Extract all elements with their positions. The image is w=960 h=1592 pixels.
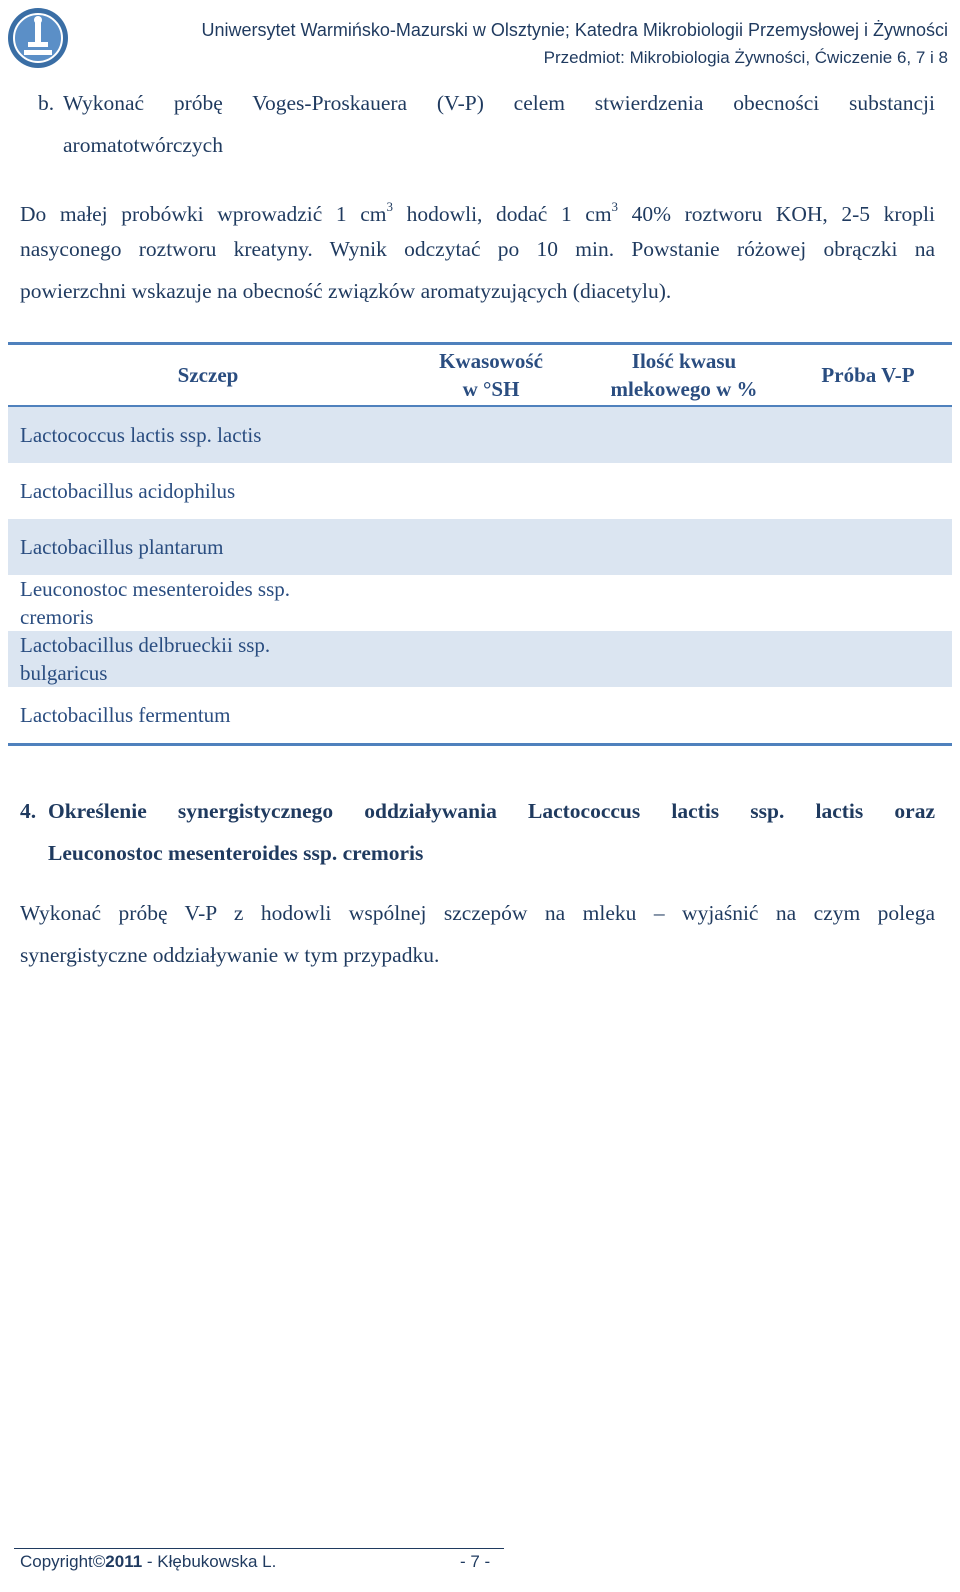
table-row (8, 575, 952, 631)
copyright-year: 2011 (105, 1552, 143, 1571)
procedure-line3: powierzchni wskazuje na obecność związków aromatyzujących (diacetylu). (20, 279, 672, 303)
header-vp-test: Próba V-P (821, 363, 915, 387)
table-row (8, 463, 952, 519)
section4-title-line2: Leuconostoc mesenteroides ssp. cremoris (48, 841, 424, 865)
table-row (8, 687, 952, 743)
footer-copyright (20, 1552, 276, 1572)
table-row (8, 631, 952, 687)
copyright-author: - Kłębukowska L. (142, 1552, 277, 1571)
step-b-text-line2: aromatotwórczych (63, 133, 223, 157)
strain-name: Lactobacillus fermentum (20, 703, 231, 727)
table-header (8, 345, 952, 407)
header-acidity-line1: Kwasowość (439, 349, 543, 373)
university-logo-icon (6, 6, 70, 70)
page-header (0, 0, 960, 80)
strain-name: Lactococcus lactis ssp. lactis (20, 423, 262, 447)
strain-name-line2: bulgaricus (20, 661, 108, 685)
section4-title-line1: Określenie synergistycznego oddziaływania Lactococcus lactis ssp. lactis oraz (48, 799, 935, 823)
footer-divider (14, 1548, 504, 1549)
header-lactic-line1: Ilość kwasu (631, 349, 737, 373)
header-lactic-acid (584, 345, 784, 405)
strain-name (20, 575, 290, 631)
instruction-line2: synergistyczne oddziaływanie w tym przypadku. (20, 943, 440, 967)
table-row (8, 519, 952, 575)
strain-name (20, 631, 270, 687)
page-number: - 7 - (460, 1552, 491, 1571)
procedure-part3: 40% roztworu KOH, 2-5 kropli (618, 202, 935, 226)
header-strain: Szczep (177, 363, 239, 387)
procedure-sup1: 3 (386, 199, 393, 214)
strain-name: Lactobacillus plantarum (20, 535, 224, 559)
procedure-part2: hodowli, dodać 1 cm (392, 202, 612, 226)
header-lactic-line2: mlekowego w % (610, 377, 758, 401)
copyright-prefix: Copyright© (20, 1552, 106, 1571)
header-course: Przedmiot: Mikrobiologia Żywności, Ćwiczenie 6, 7 i 8 (543, 48, 948, 67)
strain-name: Lactobacillus acidophilus (20, 479, 236, 503)
procedure-part1: Do małej probówki wprowadzić 1 cm (20, 202, 387, 226)
header-acidity-line2: w °SH (462, 377, 520, 401)
step-b-label: b. (38, 91, 55, 115)
strain-name-line1: Leuconostoc mesenteroides ssp. (20, 577, 291, 601)
results-table (8, 342, 952, 746)
table-row (8, 407, 952, 463)
procedure-sup2: 3 (611, 199, 619, 214)
strain-name-line1: Lactobacillus delbrueckii ssp. (20, 633, 271, 657)
header-text (201, 16, 948, 72)
section4-number: 4. (20, 799, 37, 823)
step-b-text-line1: Wykonać próbę Voges-Proskauera (V-P) celem stwierdzenia obecności substancji (63, 91, 935, 115)
strain-name-line2: cremoris (20, 605, 94, 629)
header-acidity (398, 345, 584, 405)
header-institution: Uniwersytet Warmińsko-Mazurski w Olsztynie; Katedra Mikrobiologii Przemysłowej i Żywności (201, 20, 948, 40)
instruction-line1: Wykonać próbę V-P z hodowli wspólnej szczepów na mleku – wyjaśnić na czym polega (20, 901, 935, 925)
procedure-line2: nasyconego roztworu kreatyny. Wynik odczytać po 10 min. Powstanie różowej obrączki na (20, 237, 935, 261)
